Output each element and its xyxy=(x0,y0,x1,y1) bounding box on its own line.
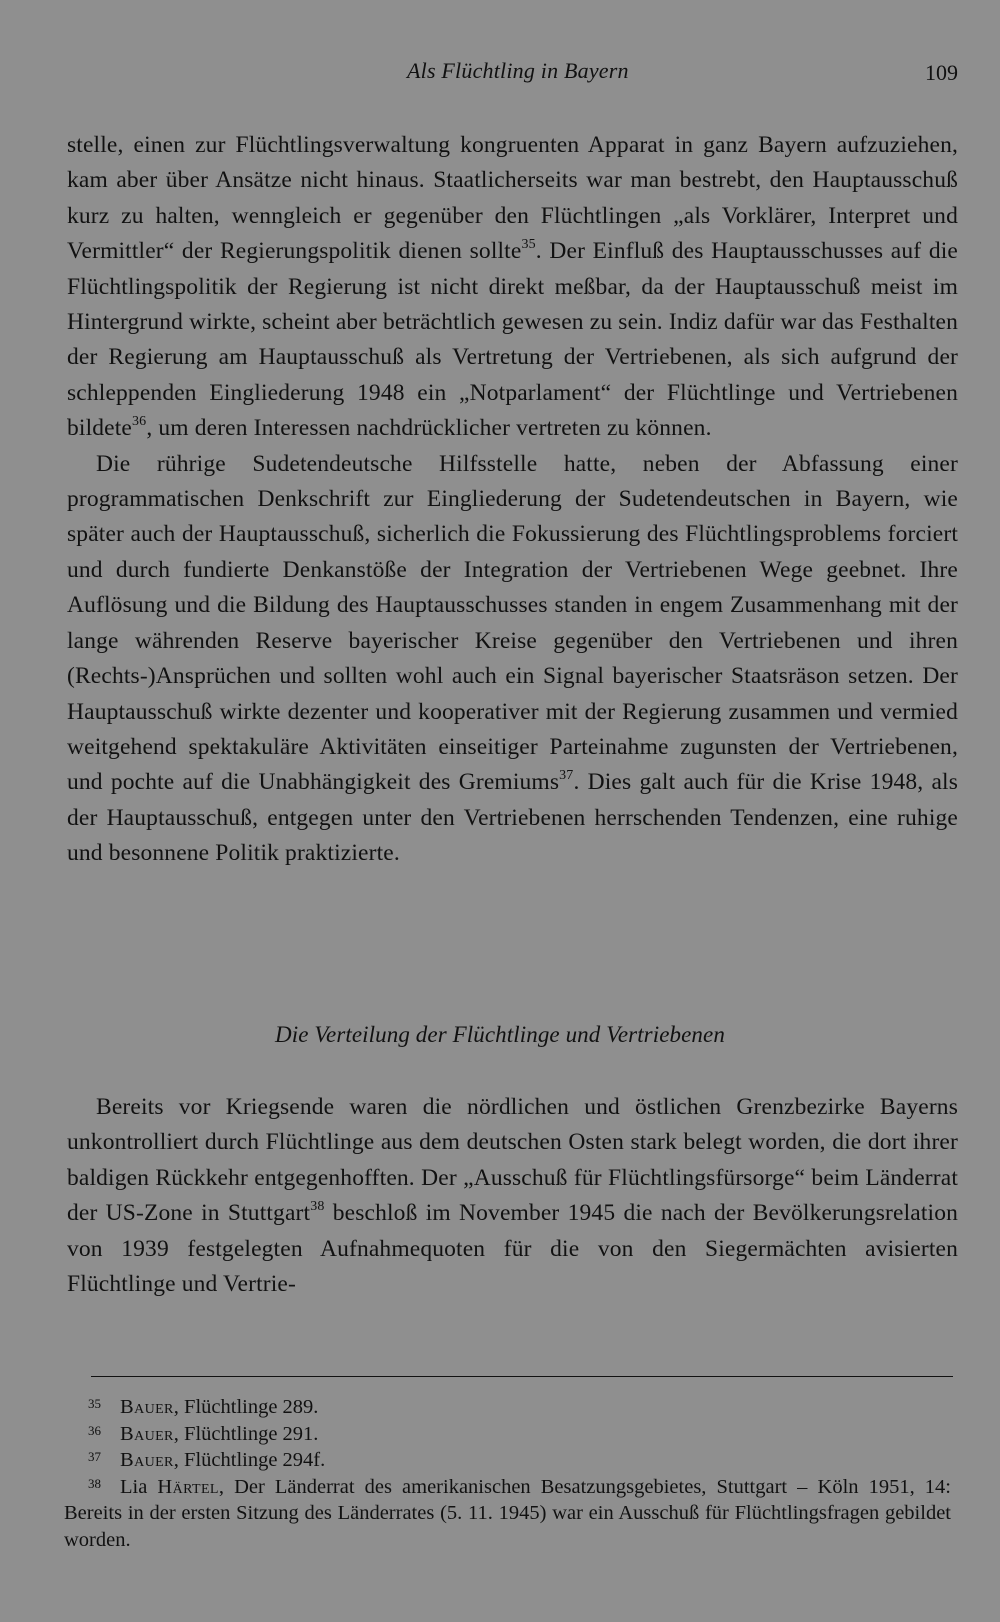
footnote xyxy=(64,1474,951,1554)
paragraph xyxy=(67,447,958,872)
paragraph-text: . Der Einfluß des Hauptausschusses auf die Flüchtlingspolitik der Regierung ist nicht direkt meßbar, da der Hauptausschuß meist im Hintergrund wirkte, scheint aber beträchtlich gewesen zu sein. Indiz dafür war das Festhalten der Regierung am Hauptausschuß als Vertretung der Vertriebenen, als sich aufgrund der schleppenden Eingliederung 1948 ein „Notparlament“ der Flüchtlinge und Vertriebenen bildete xyxy=(67,238,958,442)
paragraph xyxy=(67,1090,958,1302)
footnote-text: , Flüchtlinge 289. xyxy=(173,1396,319,1418)
paragraph-text: . Dies galt auch für die Krise 1948, als der Hauptausschuß, entgegen unter den Vertriebenen herrschenden Tendenzen, eine ruhige und besonnene Politik praktizierte. xyxy=(67,769,958,867)
footnote-author: Bauer xyxy=(120,1449,174,1471)
paragraph-text: Bereits vor Kriegsende waren die nördlichen und östlichen Grenzbezirke Bayerns unkontrolliert durch Flüchtlinge aus dem deutschen Osten stark belegt worden, die dort ihrer baldigen Rückkehr entgegenhofften. Der „Ausschuß für Flüchtlingsfürsorge“ beim Länderrat der US-Zone in Stuttgart xyxy=(67,1094,958,1227)
footnote-number: 37 xyxy=(88,1449,101,1464)
footnote xyxy=(64,1421,951,1448)
paragraph-text: Die rührige Sudetendeutsche Hilfsstelle hatte, neben der Abfassung einer programmatischen Denkschrift zur Eingliederung der Sudetendeutschen in Bayern, wie später auch der Hauptausschuß, sicherlich die Fokussierung des Flüchtlingsproblems forciert und durch fundierte Denkanstöße der Integration der Vertriebenen Wege geebnet. Ihre Auflösung und die Bildung des Hauptausschusses standen in engem Zusammenhang mit der lange währenden Reserve bayerischer Kreise gegenüber den Vertriebenen und ihren (Rechts-)Ansprüchen und sollten wohl auch ein Signal bayerischer Staatsräson setzen. Der Hauptausschuß wirkte dezenter und kooperativer mit der Regierung zusammen und vermied weitgehend spektakuläre Aktivitäten einseitiger Parteinahme zugunsten der Vertriebenen, und pochte auf die Unabhängigkeit des Gremiums xyxy=(67,450,958,796)
footnote-ref: 35 xyxy=(521,237,536,253)
paragraph xyxy=(67,128,958,447)
footnote-number: 38 xyxy=(88,1475,101,1491)
section-heading: Die Verteilung der Flüchtlinge und Vertriebenen xyxy=(275,1022,725,1047)
footnote-author: Bauer xyxy=(120,1422,174,1445)
footnote-text: , Flüchtlinge 294f. xyxy=(173,1449,326,1471)
page-number: 109 xyxy=(925,60,958,85)
paragraph-text: stelle, einen zur Flüchtlingsverwaltung kongruenten Apparat in ganz Bayern aufzuziehen, kam aber über Ansätze nicht hinaus. Staatlicherseits war man bestrebt, den Hauptausschuß kurz zu halten, wenngleich er gegenüber den Flüchtlingen „als Vorklärer, Interpret und Vermittler“ der Regierungspolitik dienen sollte xyxy=(67,132,958,265)
footnote xyxy=(64,1394,951,1421)
footnotes xyxy=(64,1394,951,1553)
footnote-author: Bauer xyxy=(120,1396,174,1418)
footnote-number: 35 xyxy=(88,1396,101,1411)
footnote-divider xyxy=(91,1376,953,1377)
body-text-top xyxy=(67,128,958,872)
footnote-author: Härtel xyxy=(157,1475,219,1498)
running-head xyxy=(0,58,1000,90)
body-text-bottom xyxy=(67,1090,958,1302)
footnote xyxy=(64,1447,951,1474)
footnote-ref: 36 xyxy=(132,414,147,430)
footnote-ref: 37 xyxy=(559,768,574,784)
footnote-text: , Der Länderrat des amerikanischen Besatzungsgebietes, Stuttgart – Köln 1951, 14: Bereits in der ersten Sitzung des Länderrates (5. 11. 1945) war ein Ausschuß für Flüchtlingsfragen gebildet worden. xyxy=(64,1475,951,1551)
running-title: Als Flüchtling in Bayern xyxy=(407,58,629,83)
footnote-text: , Flüchtlinge 291. xyxy=(173,1422,319,1445)
paragraph-text: , um deren Interessen nachdrücklicher vertreten zu können. xyxy=(146,415,712,442)
footnote-ref: 38 xyxy=(310,1199,325,1215)
paragraph-text: beschloß im November 1945 die nach der Bevölkerungsrelation von 1939 festgelegten Aufnahmequoten für die von den Siegermächten avisierten Flüchtlinge und Vertrie- xyxy=(67,1200,958,1298)
footnote-prefix: Lia xyxy=(120,1475,158,1498)
footnote-number: 36 xyxy=(88,1422,101,1438)
